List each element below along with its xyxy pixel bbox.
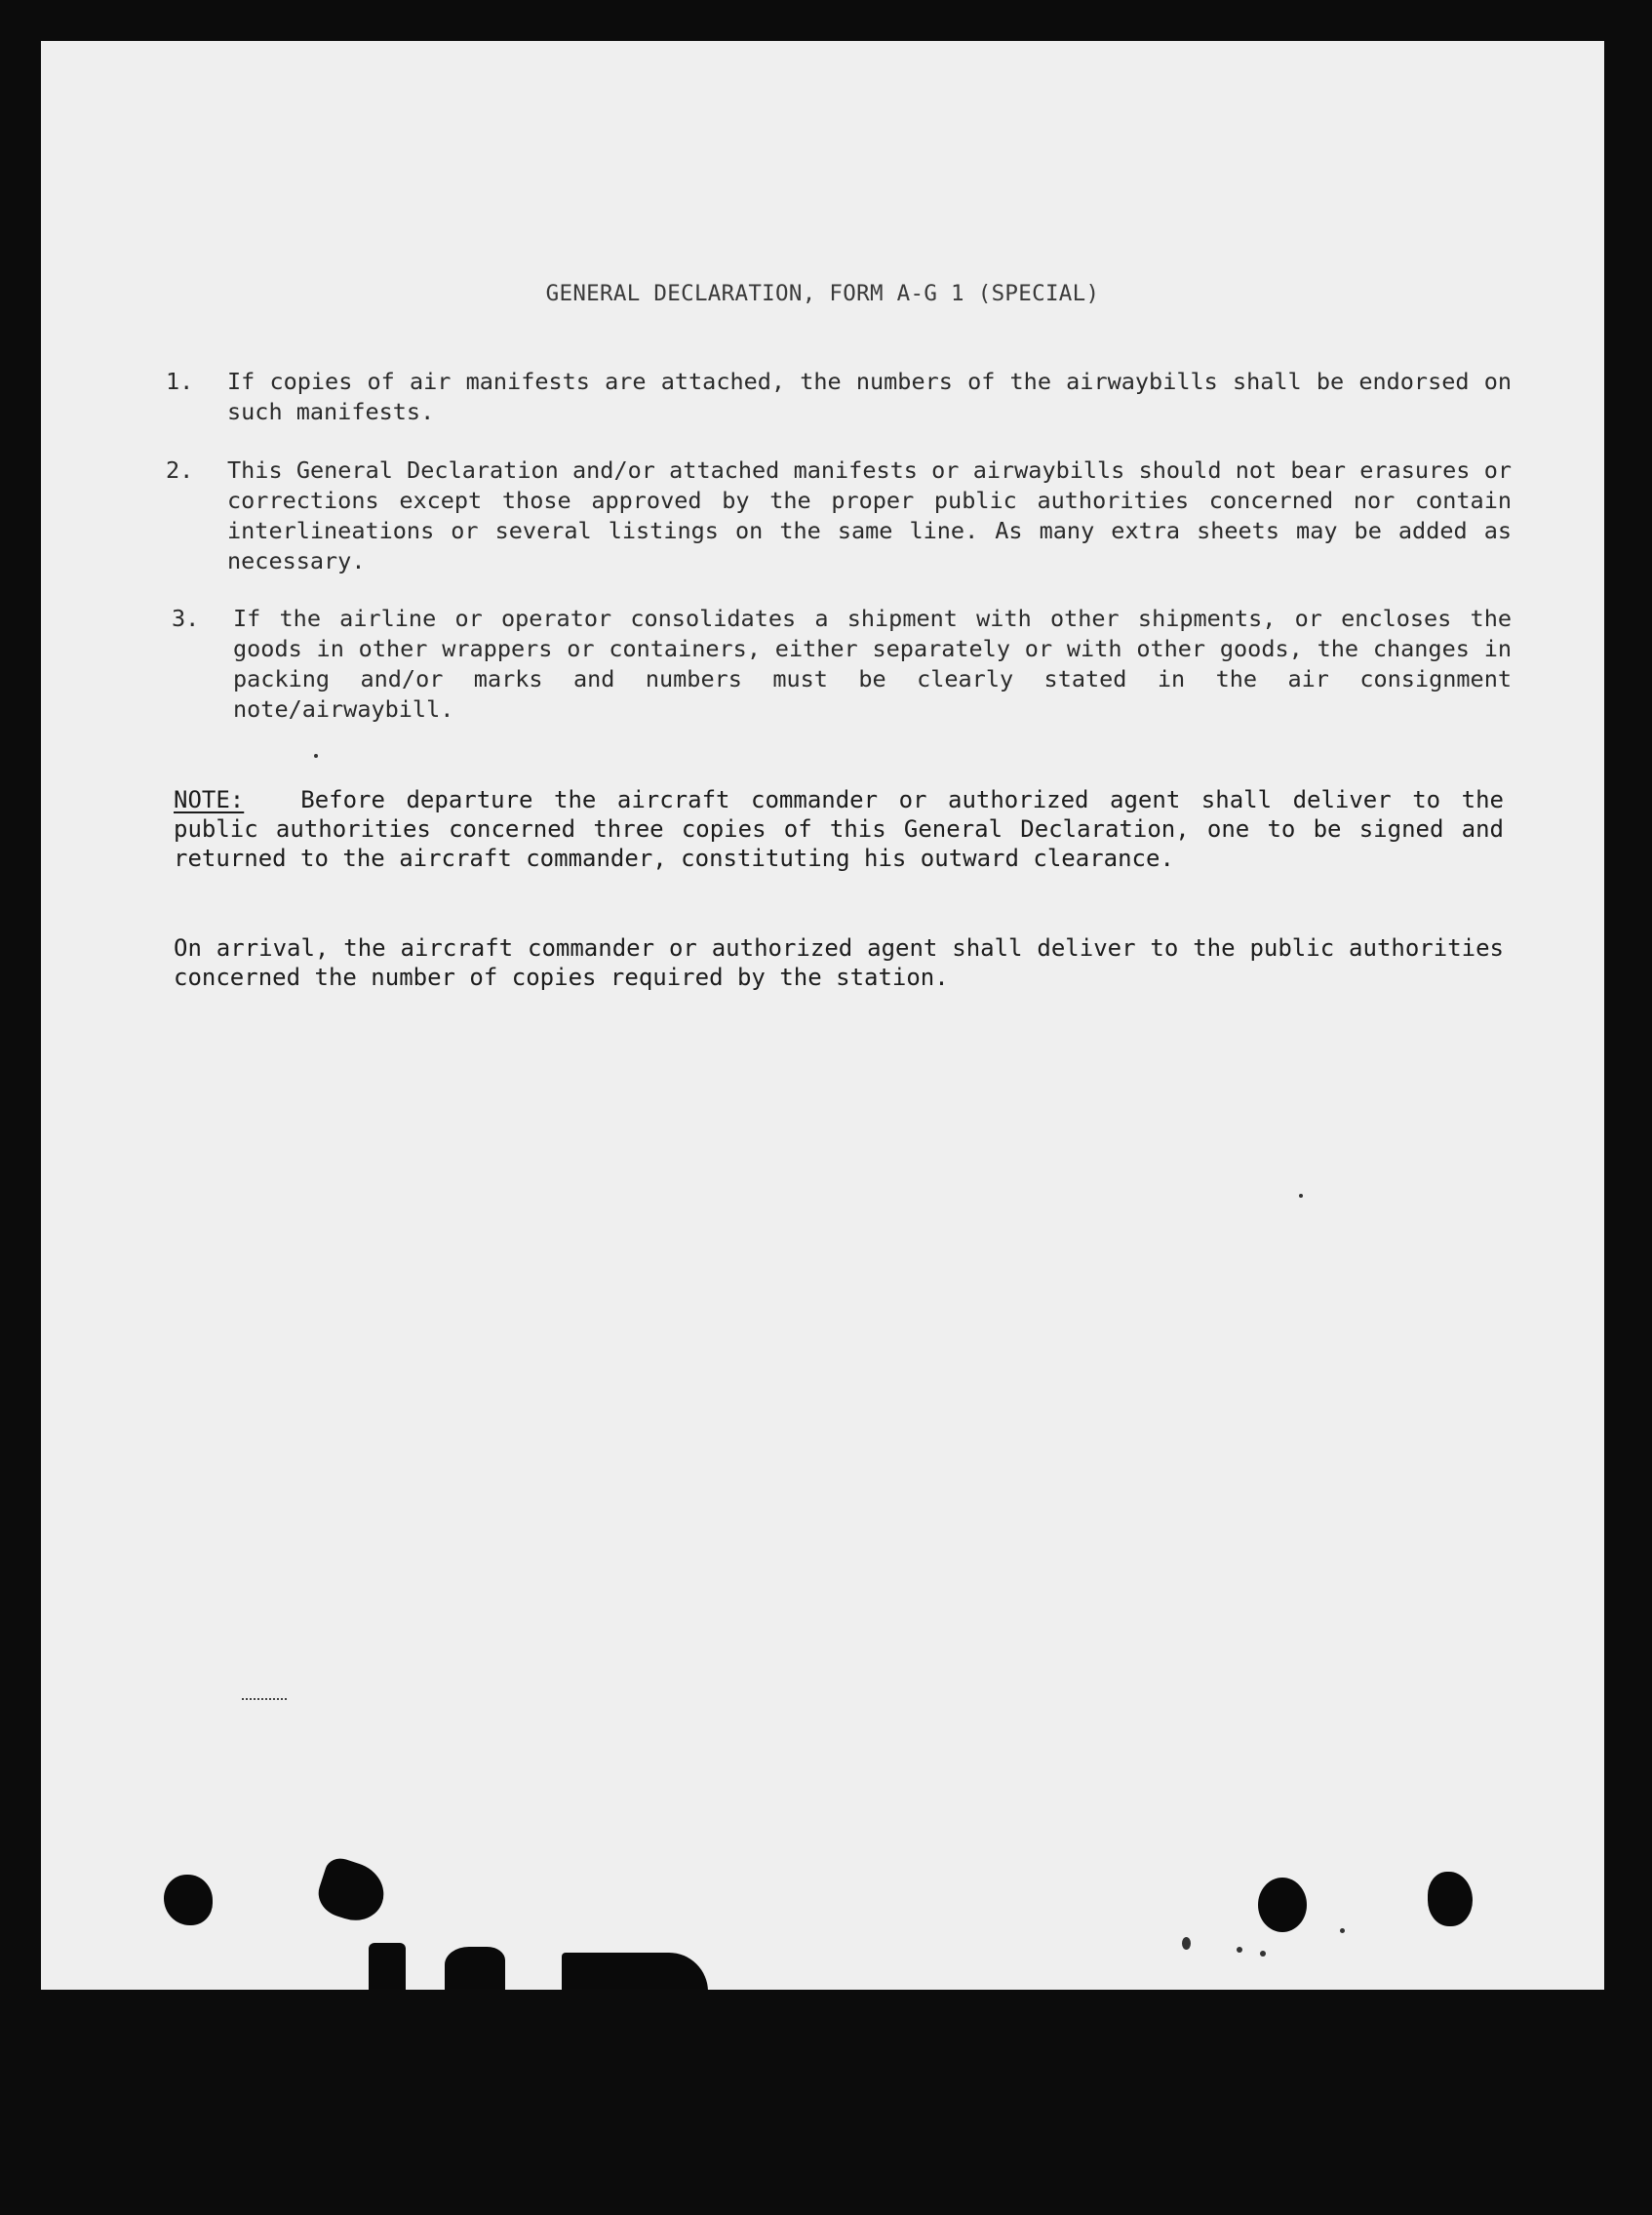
punch-hole-mark xyxy=(1258,1878,1307,1932)
edge-damage-mark xyxy=(445,1947,505,1990)
punch-hole-mark xyxy=(164,1875,213,1925)
speck-mark xyxy=(1237,1947,1242,1953)
instruction-item-3 xyxy=(172,604,1512,725)
speck-mark xyxy=(1340,1928,1345,1933)
instruction-item-1 xyxy=(166,367,1512,427)
item-number: 3. xyxy=(172,605,200,632)
speck-mark xyxy=(314,754,318,758)
arrival-paragraph: On arrival, the aircraft commander or authorized agent shall deliver to the public authorities concerned the number of copies required by the station. xyxy=(174,934,1504,991)
item-text: If the airline or operator consolidates a shipment with other shipments, or encloses the goods in other wrappers or containers, either separately or with other goods, the changes in packing and/or marks and numbers must be clearly stated in the air consignment note/airwaybill. xyxy=(233,605,1512,723)
item-number: 2. xyxy=(166,456,194,484)
document-title: GENERAL DECLARATION, FORM A-G 1 (SPECIAL) xyxy=(545,281,1100,306)
dotted-mark xyxy=(242,1698,287,1700)
note-label: NOTE: xyxy=(174,786,245,813)
edge-damage-mark xyxy=(369,1943,406,1990)
note-paragraph xyxy=(174,785,1504,873)
punch-hole-mark xyxy=(1428,1872,1473,1926)
instruction-item-2 xyxy=(166,455,1512,576)
speck-mark xyxy=(1299,1194,1303,1198)
punch-hole-mark xyxy=(313,1854,392,1928)
speck-mark xyxy=(1182,1937,1191,1950)
note-text: Before departure the aircraft commander or authorized agent shall deliver to the public authorities concerned three copies of this General Declaration, one to be signed and returned to the aircraft commander, constituting his outward clearance. xyxy=(174,786,1504,872)
item-text: This General Declaration and/or attached manifests or airwaybills should not bear erasures or corrections except those approved by the proper public authorities concerned nor contain interlineations or several listings on the same line. As many extra sheets may be added as necessary. xyxy=(227,456,1512,574)
item-number: 1. xyxy=(166,368,194,395)
item-text: If copies of air manifests are attached, the numbers of the airwaybills shall be endorsed on such manifests. xyxy=(227,368,1512,425)
edge-damage-mark xyxy=(562,1953,708,1990)
speck-mark xyxy=(1260,1951,1266,1957)
document-page xyxy=(41,41,1604,1990)
